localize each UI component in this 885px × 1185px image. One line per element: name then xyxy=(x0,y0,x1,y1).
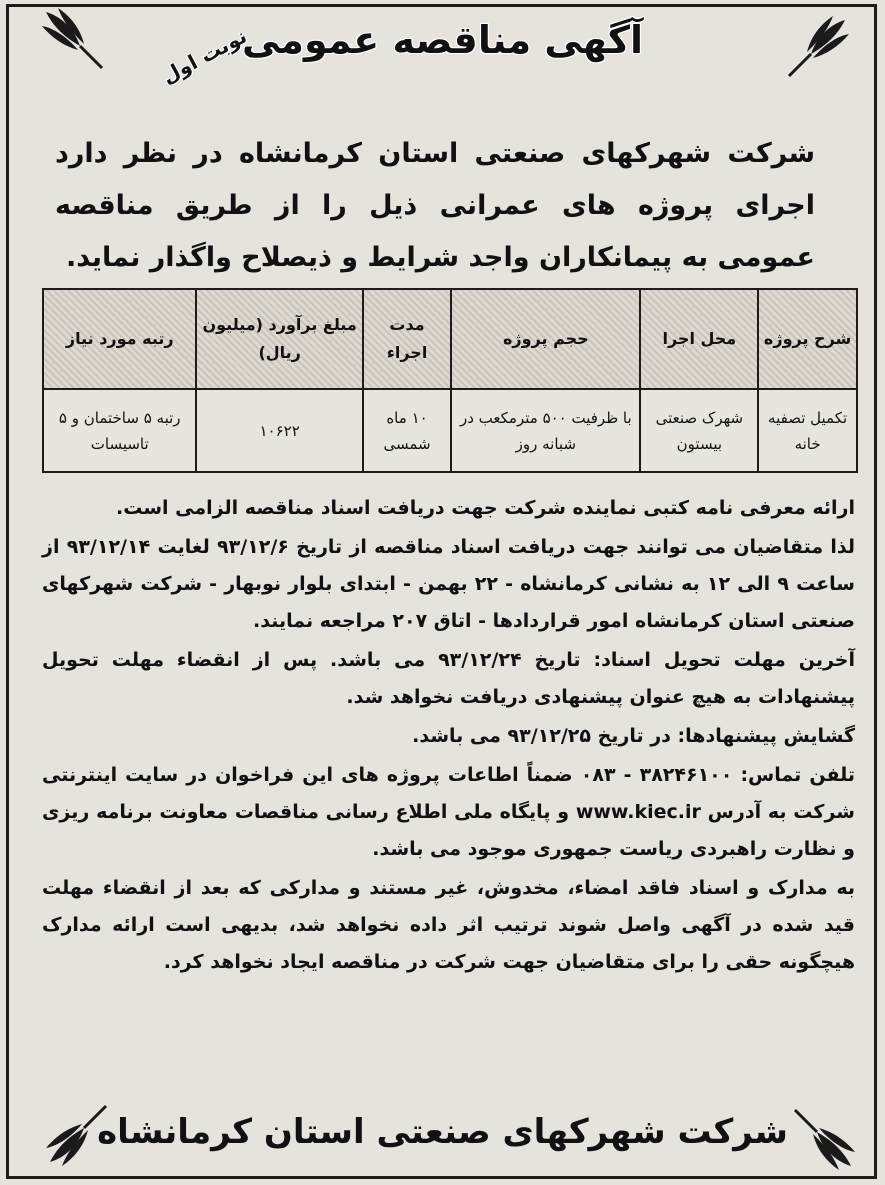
round-badge: نوبت اول xyxy=(157,23,251,89)
col-description: شرح پروژه xyxy=(758,289,857,389)
col-estimate: مبلغ برآورد (میلیون ریال) xyxy=(196,289,362,389)
website-link[interactable]: www.kiec.ir xyxy=(575,801,701,823)
contact-text-cont: و پایگاه ملی اطلاع رسانی مناقصات معاونت برنامه ریزی و نظارت راهبردی ریاست جمهوری موجود می باشد. xyxy=(42,801,855,860)
cell-duration: ۱۰ ماه شمسی xyxy=(363,389,451,472)
document-pickup-paragraph: لذا متقاضیان می توانند جهت دریافت اسناد مناقصه از تاریخ ۹۳/۱۲/۶ لغایت ۹۳/۱۲/۱۴ از ساعت ۹ الی ۱۲ به نشانی کرمانشاه - ۲۲ بهمن - ابتدای بلوار نوبهار - شرکت شهرکهای صنعتی استان کرمانشاه امور قراردادها - اتاق ۲۰۷ مراجعه نمایند. xyxy=(42,536,855,632)
cell-grade: رتبه ۵ ساختمان و ۵ تاسیسات xyxy=(43,389,196,472)
cell-estimate: ۱۰۶۲۲ xyxy=(196,389,362,472)
disclaimer-paragraph: به مدارک و اسناد فاقد امضاء، مخدوش، غیر مستند و مدارکی که بعد از انقضاء مهلت قید شده در آگهی واصل شوند ترتیب اثر داده نخواهد شد، بدیهی است ارائه مدارک هیچگونه حقی را برای متقاضیان جهت شرکت در مناقصه ایجاد نخواهد کرد. xyxy=(42,877,855,973)
col-location: محل اجرا xyxy=(640,289,758,389)
table-header-row xyxy=(43,289,857,389)
intro-letter-requirement: ارائه معرفی نامه کتبی نماینده شرکت جهت دریافت اسناد مناقصه الزامی است. xyxy=(116,497,855,519)
opening-paragraph: گشایش پیشنهادها: در تاریخ ۹۳/۱۲/۲۵ می باشد. xyxy=(412,725,855,747)
cell-description: تکمیل تصفیه خانه xyxy=(758,389,857,472)
cell-volume: با ظرفیت ۵۰۰ مترمکعب در شبانه روز xyxy=(451,389,640,472)
intro-paragraph: شرکت شهرکهای صنعتی استان کرمانشاه در نظر دارد اجرای پروژه های عمرانی ذیل را از طریق مناقصه عمومی به پیمانکاران واجد شرایط و ذیصلاح واگذار نماید. xyxy=(55,138,815,273)
footer-org-name: شرکت شهرکهای صنعتی استان کرمانشاه xyxy=(97,1112,788,1152)
table-row xyxy=(43,389,857,472)
notice-body xyxy=(42,490,855,981)
col-grade: رتبه مورد نیاز xyxy=(43,289,196,389)
notice-title: آگهی مناقصه عمومی xyxy=(241,18,644,62)
deadline-paragraph: آخرین مهلت تحویل اسناد: تاریخ ۹۳/۱۲/۲۴ می باشد. پس از انقضاء مهلت تحویل پیشنهادات به هیچ عنوان پیشنهادی دریافت نخواهد شد. xyxy=(42,649,855,708)
col-volume: حجم پروژه xyxy=(451,289,640,389)
tender-table xyxy=(42,288,858,473)
contact-paragraph xyxy=(42,757,855,868)
col-duration: مدت اجراء xyxy=(363,289,451,389)
contact-text: تلفن تماس: ۳۸۲۴۶۱۰۰ - ۰۸۳ ضمناً اطاعات پروژه های این فراخوان در سایت اینترنتی شرکت به آدرس xyxy=(42,764,856,823)
cell-location: شهرک صنعتی بیستون xyxy=(640,389,758,472)
